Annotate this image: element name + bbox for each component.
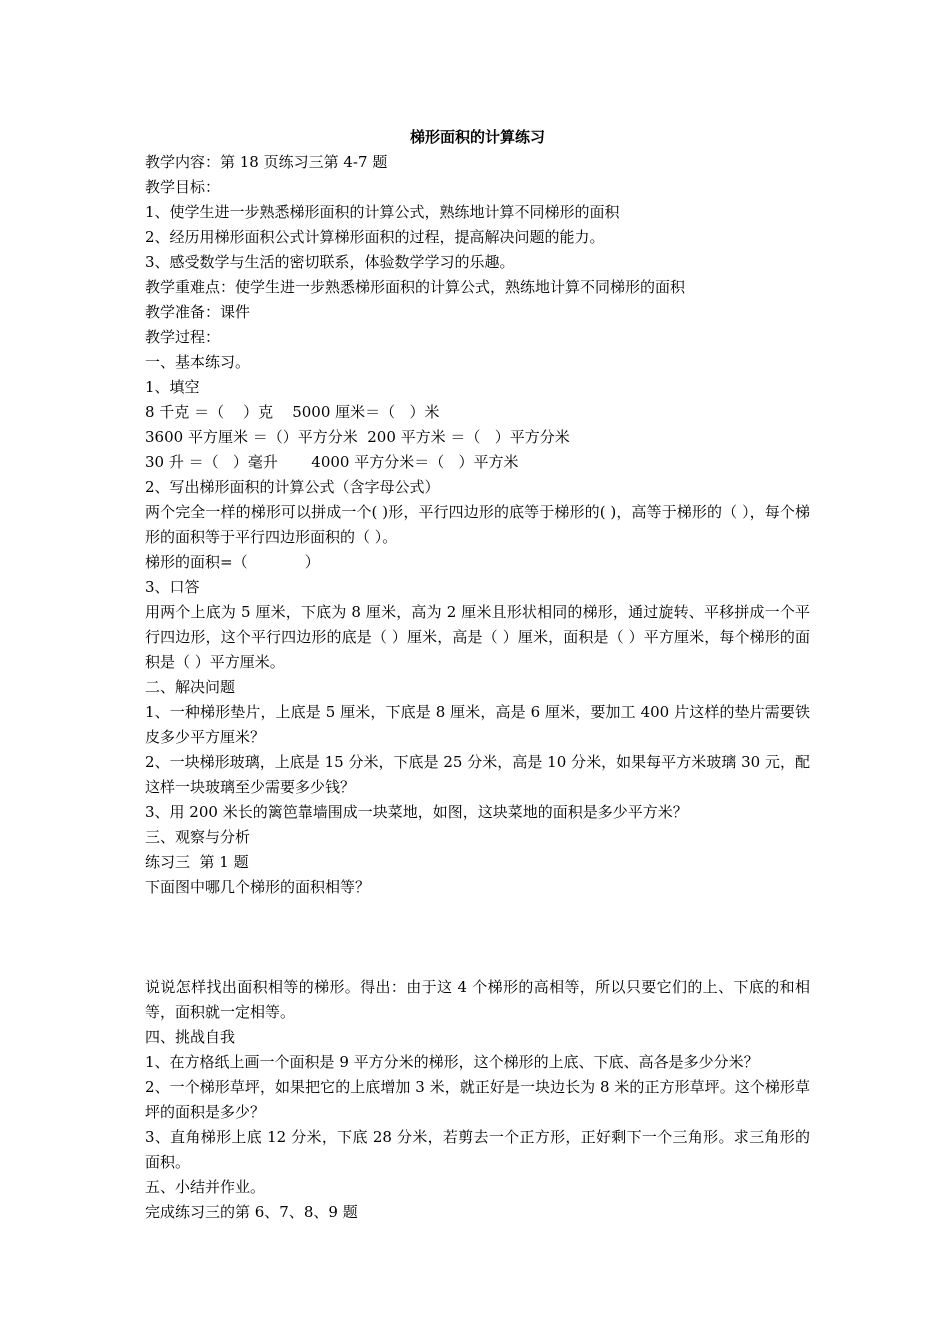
figure-placeholder [145, 900, 810, 975]
paragraph: 2、一个梯形草坪，如果把它的上底增加 3 米，就正好是一块边长为 8 米的正方形草坪。这个梯形草坪的面积是多少？ [145, 1078, 810, 1121]
text-line: 3、口答 [145, 578, 200, 596]
text-line: 练习三 第 1 题 [145, 853, 249, 871]
text-line: 3、用 200 米长的篱笆靠墙围成一块菜地，如图，这块菜地的面积是多少平方米？ [145, 803, 688, 821]
text-line: 1、使学生进一步熟悉梯形面积的计算公式，熟练地计算不同梯形的面积 [145, 203, 620, 221]
text-line: 教学内容：第 18 页练习三第 4-7 题 [145, 153, 388, 171]
text-line: 下面图中哪几个梯形的面积相等？ [145, 878, 371, 896]
paragraph: 用两个上底为 5 厘米，下底为 8 厘米，高为 2 厘米且形状相同的梯形，通过旋转、平移拼成一个平行四边形，这个平行四边形的底是（ ）厘米，高是（ ）厘米，面积是（ ）平方厘米，每个梯形的面积是（ ）平方厘米。 [145, 603, 810, 671]
paragraph: 1、一种梯形垫片，上底是 5 厘米，下底是 8 厘米，高是 6 厘米，要加工 400 片这样的垫片需要铁皮多少平方厘米？ [145, 703, 810, 746]
text-line: 教学目标： [145, 178, 221, 196]
section-heading: 三、观察与分析 [145, 828, 251, 846]
paragraph: 2、一块梯形玻璃，上底是 15 分米，下底是 25 分米，高是 10 分米，如果每平方米玻璃 30 元，配这样一块玻璃至少需要多少钱？ [145, 753, 810, 796]
paragraph: 两个完全一样的梯形可以拼成一个( )形，平行四边形的底等于梯形的( )，高等于梯形的（ ），每个梯形的面积等于平行四边形面积的（ ）。 [145, 503, 810, 546]
text-line: 教学过程： [145, 328, 221, 346]
text-line: 教学重难点：使学生进一步熟悉梯形面积的计算公式，熟练地计算不同梯形的面积 [145, 278, 686, 296]
section-heading: 一、基本练习。 [145, 353, 251, 371]
text-line: 3、感受数学与生活的密切联系，体验数学学习的乐趣。 [145, 253, 515, 271]
text-line: 3600 平方厘米 ＝（）平方分米 200 平方米 ＝（ ）平方分米 [145, 428, 570, 446]
section-heading: 二、解决问题 [145, 678, 236, 696]
paragraph: 3、直角梯形上底 12 分米，下底 28 分米，若剪去一个正方形，正好剩下一个三角形。求三角形的面积。 [145, 1128, 810, 1171]
text-line: 完成练习三的第 6、7、8、9 题 [145, 1203, 358, 1221]
text-line: 1、在方格纸上画一个面积是 9 平方分米的梯形，这个梯形的上底、下底、高各是多少分米？ [145, 1053, 759, 1071]
section-heading: 四、挑战自我 [145, 1028, 236, 1046]
paragraph: 说说怎样找出面积相等的梯形。得出：由于这 4 个梯形的高相等，所以只要它们的上、下底的和相等，面积就一定相等。 [145, 978, 810, 1021]
text-line: 2、经历用梯形面积公式计算梯形面积的过程，提高解决问题的能力。 [145, 228, 605, 246]
text-line: 1、填空 [145, 378, 200, 396]
text-line: 2、写出梯形面积的计算公式（含字母公式） [145, 478, 440, 496]
text-line: 30 升 ＝（ ）毫升 4000 平方分米＝（ ）平方米 [145, 453, 519, 471]
text-line: 教学准备：课件 [145, 303, 251, 321]
document-page [145, 124, 810, 1225]
document-title: 梯形面积的计算练习 [409, 128, 545, 146]
text-line: 梯形的面积=（ ） [145, 553, 320, 571]
text-line: 8 千克 ＝（ ）克 5000 厘米＝（ ）米 [145, 403, 440, 421]
section-heading: 五、小结并作业。 [145, 1178, 266, 1196]
